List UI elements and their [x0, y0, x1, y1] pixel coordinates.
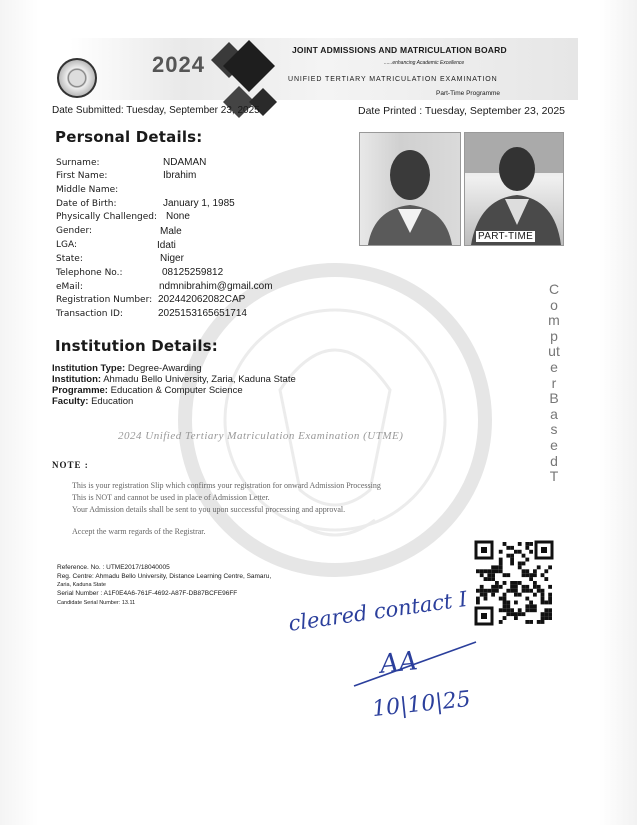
- institution-type-label: Institution Type:: [52, 363, 126, 374]
- first-name-label: First Name:: [56, 171, 108, 181]
- handwritten-signature: AA: [378, 646, 420, 680]
- institution-name-value: Ahmadu Bello University, Zaria, Kaduna State: [103, 374, 296, 385]
- candidate-serial-label: Candidate Serial Number:: [57, 600, 121, 606]
- handwritten-note: cleared contact I: [287, 586, 469, 636]
- reg-number-label: Registration Number:: [56, 295, 153, 305]
- utme-heading: 2024 Unified Tertiary Matriculation Examination (UTME): [118, 430, 404, 442]
- reg-centre-line-2: Zaria, Kaduna State: [57, 582, 106, 588]
- date-printed: Date Printed : Tuesday, September 23, 2025: [358, 105, 566, 117]
- state-label: State:: [56, 254, 83, 264]
- watermark-seal-icon: [170, 190, 500, 650]
- board-title: JOINT ADMISSIONS AND MATRICULATION BOARD: [292, 45, 507, 55]
- transaction-id-value: 2025153165651714: [158, 308, 247, 319]
- faculty-label: Faculty:: [52, 396, 89, 407]
- programme-value: Education & Computer Science: [110, 385, 243, 396]
- phone-label: Telephone No.:: [56, 268, 123, 278]
- surname-label: Surname:: [56, 158, 100, 168]
- reference-value: UTME2017/18040005: [106, 564, 170, 571]
- candidate-serial-row: [57, 600, 135, 606]
- programme-label: Programme:: [52, 385, 108, 396]
- middle-name-label: Middle Name:: [56, 185, 119, 195]
- exam-year: 2024: [152, 52, 205, 77]
- institution-type-row: [52, 363, 202, 374]
- transaction-id-label: Transaction ID:: [56, 309, 123, 319]
- note-line-3: Your Admission details shall be sent to you upon successful processing and approval.: [72, 505, 346, 514]
- surname-value: NDAMAN: [163, 157, 207, 168]
- reg-centre-row: [57, 573, 271, 580]
- faculty-row: [52, 396, 133, 407]
- candidate-serial-value: 13.11: [121, 600, 136, 606]
- serial-label: Serial Number :: [57, 590, 103, 597]
- handwritten-date: 10|10|25: [370, 686, 472, 723]
- note-line-4: Accept the warm regards of the Registrar.: [72, 527, 206, 536]
- challenged-value: None: [166, 211, 190, 222]
- note-line-2: This is NOT and cannot be used in place of Admission Letter.: [72, 493, 270, 502]
- personal-details-title: Personal Details:: [55, 128, 203, 146]
- state-value: Niger: [160, 253, 184, 264]
- reg-centre-label: Reg. Centre:: [57, 573, 94, 580]
- dob-value: January 1, 1985: [163, 198, 235, 209]
- programme-row: [52, 385, 243, 396]
- signature-stroke: [350, 636, 480, 692]
- qr-code-icon: [474, 540, 554, 626]
- board-subtitle: UNIFIED TERTIARY MATRICULATION EXAMINATION: [288, 76, 498, 83]
- reference-row: [57, 564, 170, 571]
- reg-centre-value: Ahmadu Bello University, Distance Learning Centre, Samaru,: [95, 573, 272, 580]
- part-time-label: PART-TIME: [478, 231, 534, 242]
- note-heading: NOTE :: [52, 460, 89, 470]
- person-icon: [465, 133, 563, 245]
- institution-name-row: [52, 374, 296, 385]
- capture-photo: [464, 132, 564, 246]
- programme-type: Part-Time Programme: [436, 90, 501, 97]
- reg-number-value: 202442062082CAP: [158, 294, 246, 305]
- note-line-1: This is your registration Slip which confirms your registration for onward Admission Processing: [72, 481, 381, 490]
- faculty-value: Education: [91, 396, 134, 407]
- email-value: ndmnibrahim@gmail.com: [159, 281, 273, 292]
- institution-details-title: Institution Details:: [55, 337, 218, 355]
- serial-row: [57, 590, 237, 597]
- gender-value: Male: [160, 226, 182, 237]
- email-label: eMail:: [56, 282, 83, 292]
- board-motto: ......enhancing Academic Excellence: [384, 60, 465, 66]
- phone-value: 08125259812: [162, 267, 224, 278]
- passport-photo: [359, 132, 461, 246]
- reference-label: Reference. No. :: [57, 564, 105, 571]
- institution-name-label: Institution:: [52, 374, 102, 385]
- lga-value: Idati: [157, 240, 176, 251]
- date-submitted: Date Submitted: Tuesday, September 23, 2025: [52, 105, 260, 116]
- serial-value: A1F0E4A6-761F-4692-A87F-DB87BCFE96FF: [103, 590, 238, 597]
- person-icon: [360, 133, 460, 245]
- dob-label: Date of Birth:: [56, 199, 117, 209]
- gender-label: Gender:: [56, 226, 93, 236]
- institution-type-value: Degree-Awarding: [127, 363, 202, 374]
- challenged-label: Physically Challenged:: [56, 212, 158, 222]
- lga-label: LGA:: [56, 240, 78, 250]
- first-name-value: Ibrahim: [163, 170, 197, 181]
- jamb-seal-icon: [57, 58, 97, 98]
- computer-based-side-text: Computer Based T: [548, 281, 560, 485]
